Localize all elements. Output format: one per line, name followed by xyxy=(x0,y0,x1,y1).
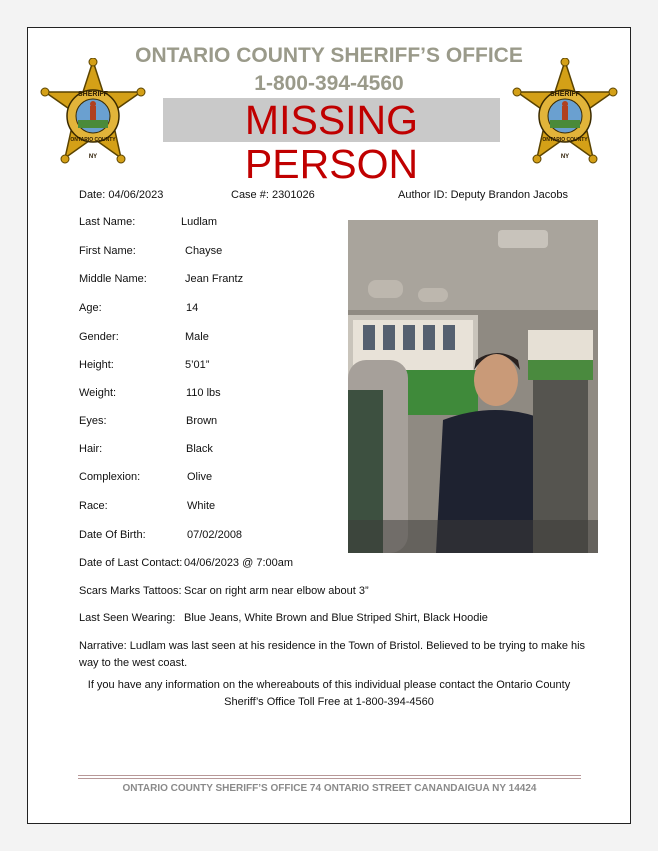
last-contact-value: 04/06/2023 @ 7:00am xyxy=(184,557,294,569)
sheriff-badge-right-icon xyxy=(510,58,620,170)
footer-divider xyxy=(78,775,581,776)
gender-value: Male xyxy=(185,331,209,343)
narrative-line-1: Narrative: Ludlam was last seen at his residence in the Town of Bristol. Believed to be trying to make his xyxy=(79,640,586,652)
height-value: 5’01” xyxy=(185,359,210,371)
last-seen-label: Last Seen Wearing: xyxy=(79,612,176,624)
badge-top-text: SHERIFF xyxy=(550,91,580,98)
field-label: Gender: xyxy=(79,331,119,343)
eyes-value: Brown xyxy=(186,415,218,427)
field-label: Middle Name: xyxy=(79,273,147,285)
footer-address: ONTARIO COUNTY SHERIFF’S OFFICE 74 ONTARIO STREET CANANDAIGUA NY 14424 xyxy=(122,783,537,794)
complexion-value: Olive xyxy=(187,471,213,483)
field-label: Hair: xyxy=(79,443,103,455)
field-label: Date Of Birth: xyxy=(79,529,146,541)
footer-divider xyxy=(78,778,581,779)
scars-value: Scar on right arm near elbow about 3” xyxy=(184,585,369,597)
contact-line-2: Sheriff’s Office Toll Free at 1-800-394-4560 xyxy=(224,696,434,708)
age-value: 14 xyxy=(186,302,199,314)
dob-value: 07/02/2008 xyxy=(187,529,243,541)
first-name-value: Chayse xyxy=(185,245,223,257)
last-name-value: Ludlam xyxy=(181,216,218,228)
report-date: Date: 04/06/2023 xyxy=(79,189,164,201)
badge-bottom-text: ONTARIO COUNTY xyxy=(70,137,116,143)
missing-person-banner: MISSING PERSON xyxy=(163,98,500,142)
field-label: Age: xyxy=(79,302,102,314)
field-label: Race: xyxy=(79,500,108,512)
badge-top-text: SHERIFF xyxy=(78,91,108,98)
field-label: Height: xyxy=(79,359,114,371)
sheriff-badge-left-icon xyxy=(38,58,148,170)
field-label: Complexion: xyxy=(79,471,141,483)
missing-person-photo xyxy=(348,220,598,553)
hair-value: Black xyxy=(186,443,213,455)
badge-bottom-text: ONTARIO COUNTY xyxy=(542,137,588,143)
last-seen-value: Blue Jeans, White Brown and Blue Striped Shirt, Black Hoodie xyxy=(184,612,488,624)
narrative-line-2: way to the west coast. xyxy=(79,657,188,669)
author-id: Author ID: Deputy Brandon Jacobs xyxy=(398,189,568,201)
agency-title: ONTARIO COUNTY SHERIFF’S OFFICE xyxy=(135,44,523,67)
weight-value: 110 lbs xyxy=(186,387,221,399)
badge-state-text: NY xyxy=(88,154,98,160)
field-label: Weight: xyxy=(79,387,117,399)
middle-name-value: Jean Frantz xyxy=(185,273,244,285)
field-label: Last Name: xyxy=(79,216,136,228)
contact-line-1: If you have any information on the whereabouts of this individual please contact the Ontario County xyxy=(87,679,571,691)
field-label: Eyes: xyxy=(79,415,107,427)
badge-state-text: NY xyxy=(560,154,570,160)
scars-label: Scars Marks Tattoos: xyxy=(79,585,182,597)
last-contact-label: Date of Last Contact: xyxy=(79,557,183,569)
field-label: First Name: xyxy=(79,245,136,257)
race-value: White xyxy=(187,500,216,512)
agency-phone: 1-800-394-4560 xyxy=(254,72,404,95)
case-number: Case #: 2301026 xyxy=(231,189,315,201)
